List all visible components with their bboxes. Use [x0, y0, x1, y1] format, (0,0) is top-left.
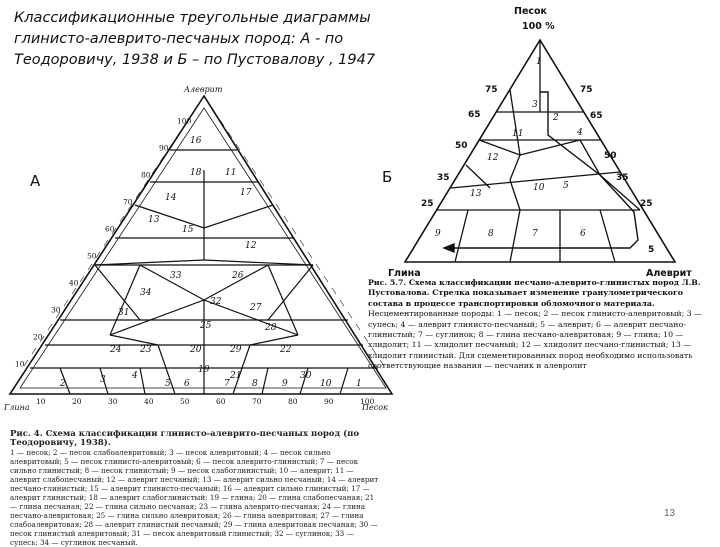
panel-a-label: А	[30, 172, 41, 190]
zone-a-label: 32	[210, 297, 222, 307]
zone-b-label: 7	[532, 229, 538, 239]
caption-b-head: Рис. 5.7. Схема классификации песчано-алеврито-глинистых пород Л.В. Пустовалова. Стрелка показывает изменение гранулометрического состава в процессе транспортировки обломочного материала.	[368, 278, 701, 308]
left-tick-b: 75	[485, 85, 498, 95]
zone-a-label: 30	[300, 371, 312, 381]
zone-b-label: 13	[470, 189, 482, 199]
left-scale-a-tick: 90	[159, 143, 169, 153]
zone-a-label: 12	[245, 241, 257, 251]
right-tick-b: 50	[604, 151, 617, 161]
zone-b-label: 5	[563, 181, 569, 191]
left-scale-a-tick: 80	[141, 170, 151, 180]
left-scale-a-tick: 10	[15, 359, 25, 369]
left-scale-a-tick: 100	[177, 116, 192, 126]
right-tick-b: 5	[648, 245, 655, 255]
zone-a-label: 10	[320, 379, 332, 389]
zone-a-label: 31	[118, 308, 130, 318]
zone-a-label: 16	[190, 136, 202, 146]
caption-b-body: Несцементированные породы: 1 — песок; 2 — песок глинисто-алевритовый; 3 — супесь; 4 — алеврит глинисто-песчаный; 5 — алеврит; 6 — алеврит песчано-глинистый; 7 — суглинок; 8 — глина песчано-алевритовая; 9 — глина; 10 — хлидолит; 11 — хлидолит песчаный; 12 — хлидолит песчано-глинистый; 13 — хлидолит глинистый. Для сцементированных пород необходимо использовать соответствующие названия — песчаник и алевролит	[368, 309, 702, 371]
zone-a-label: 2	[60, 379, 66, 389]
zone-b-label: 10	[533, 183, 545, 193]
zone-a-label: 9	[282, 379, 288, 389]
left-scale-a-tick: 50	[87, 251, 97, 261]
apex-percent-b: 100 %	[522, 21, 555, 32]
zone-b-label: 1	[536, 57, 542, 67]
zone-a-label: 20	[190, 345, 202, 355]
right-corner-label-b: Алеврит	[646, 268, 692, 279]
left-tick-b: 65	[468, 110, 481, 120]
panel-b-label: Б	[382, 168, 393, 186]
zone-b-label: 8	[488, 229, 494, 239]
zone-a-label: 27	[250, 303, 262, 313]
zone-a-label: 14	[165, 193, 177, 203]
zone-b-label: 2	[553, 113, 559, 123]
bottom-scale-a-tick: 100	[360, 397, 375, 406]
zone-a-label: 7	[224, 379, 230, 389]
bottom-scale-a-tick: 10	[36, 397, 46, 406]
bottom-scale-a-tick: 40	[144, 397, 154, 406]
zone-b-label: 3	[532, 100, 538, 110]
zone-b-label: 6	[580, 229, 586, 239]
zone-b-label: 9	[435, 229, 441, 239]
zone-a-label: 8	[252, 379, 258, 389]
right-corner-label-a: Песок	[362, 403, 388, 412]
right-tick-b: 35	[616, 173, 629, 183]
bottom-scale-a-tick: 90	[324, 397, 334, 406]
left-scale-a-tick: 20	[33, 332, 43, 342]
left-scale-a-tick: 70	[123, 197, 133, 207]
left-tick-b: 35	[437, 173, 450, 183]
right-tick-b: 65	[590, 111, 603, 121]
bottom-scale-a-tick: 80	[288, 397, 298, 406]
caption-a-head: Рис. 4. Схема классификации глинисто-алеврито-песчаных пород (по Теодоровичу, 1938).	[10, 429, 360, 448]
zone-a-label: 19	[198, 365, 210, 375]
zone-a-label: 5	[165, 379, 171, 389]
caption-a	[10, 429, 382, 547]
zone-a-label: 33	[170, 271, 182, 281]
zone-a-label: 1	[356, 379, 362, 389]
zone-a-label: 26	[232, 271, 244, 281]
zone-a-label: 11	[225, 168, 237, 178]
right-tick-b: 75	[580, 85, 593, 95]
zone-b-label: 12	[487, 153, 499, 163]
right-tick-b: 25	[640, 199, 653, 209]
bottom-scale-a-tick: 20	[72, 397, 82, 406]
zone-b-label: 4	[577, 128, 583, 138]
left-scale-a-tick: 30	[51, 305, 61, 315]
caption-a-body: 1 — песок; 2 — песок слабоалевритовый; 3 — песок алевритовый; 4 — песок сильно алевритовый; 5 — песок глинисто-алевритовый; 6 — песок алеврито-глинистый; 7 — песок сильно глинистый; 8 — песок глинистый; 9 — песок слабоглинистый; 10 — алеврит; 11 — алеврит слабопесчаный; 12 — алеврит песчаный; 13 — алеврит сильно песчаный; 14 — алеврит песчано-глинистый; 15 — алеврит глинисто-песчаный; 16 — алеврит сильно глинистый; 17 — алеврит глинистый; 18 — алеврит слабоглинистый; 19 — глина; 20 — глина слабопесчаная; 21 — глина песчаная; 22 — глина сильно песчаная; 23 — глина алеврито-песчаная; 24 — глина песчано-алевритовая; 25 — глина сильно алевритовая; 26 — глина алевритовая; 27 — глина слабоалевритовая; 28 — алеврит глинистый песчаный; 29 — глина алевритовая песчаная; 30 — песок глинистый алевритовый; 31 — песок алевритовый глинистый; 32 — суглинок; 33 — супесь; 34 — суглинок песчаный.	[10, 448, 379, 547]
bottom-scale-a-tick: 50	[180, 397, 190, 406]
zone-a-label: 6	[184, 379, 190, 389]
zone-a-label: 25	[200, 321, 212, 331]
apex-label-b: Песок	[514, 6, 547, 17]
apex-label-a: Алеврит	[184, 85, 223, 94]
caption-b	[368, 278, 714, 378]
bottom-scale-a-tick: 60	[216, 397, 226, 406]
zone-a-label: 23	[140, 345, 152, 355]
zone-a-label: 28	[265, 323, 277, 333]
left-ticks-b	[421, 85, 498, 209]
left-scale-a-tick: 40	[69, 278, 79, 288]
bottom-scale-a-tick: 30	[108, 397, 118, 406]
zone-a-label: 18	[190, 168, 202, 178]
bottom-scale-a-tick: 70	[252, 397, 262, 406]
zone-a-label: 24	[110, 345, 122, 355]
left-tick-b: 25	[421, 199, 434, 209]
zone-b-label: 11	[512, 129, 524, 139]
left-tick-b: 50	[455, 141, 468, 151]
zone-a-label: 17	[240, 188, 252, 198]
zone-a-label: 15	[182, 225, 194, 235]
left-scale-a-tick: 60	[105, 224, 115, 234]
zone-a-label: 4	[132, 371, 138, 381]
page-number: 13	[664, 508, 676, 519]
zone-a-label: 13	[148, 215, 160, 225]
zone-a-label: 34	[140, 288, 152, 298]
right-ticks-b	[580, 85, 654, 255]
zone-a-label: 29	[230, 345, 242, 355]
zone-a-label: 21	[230, 371, 242, 381]
left-corner-label-b: Глина	[388, 268, 421, 279]
left-corner-label-a: Глина	[4, 403, 30, 412]
slide-title: Классификационные треугольные диаграммы глинисто-алеврито-песчаных пород: А - по Теодоровичу, 1938 и Б – по Пустовалову , 1947	[14, 10, 376, 68]
zone-a-label: 3	[100, 375, 106, 385]
zone-a-label: 22	[280, 345, 292, 355]
